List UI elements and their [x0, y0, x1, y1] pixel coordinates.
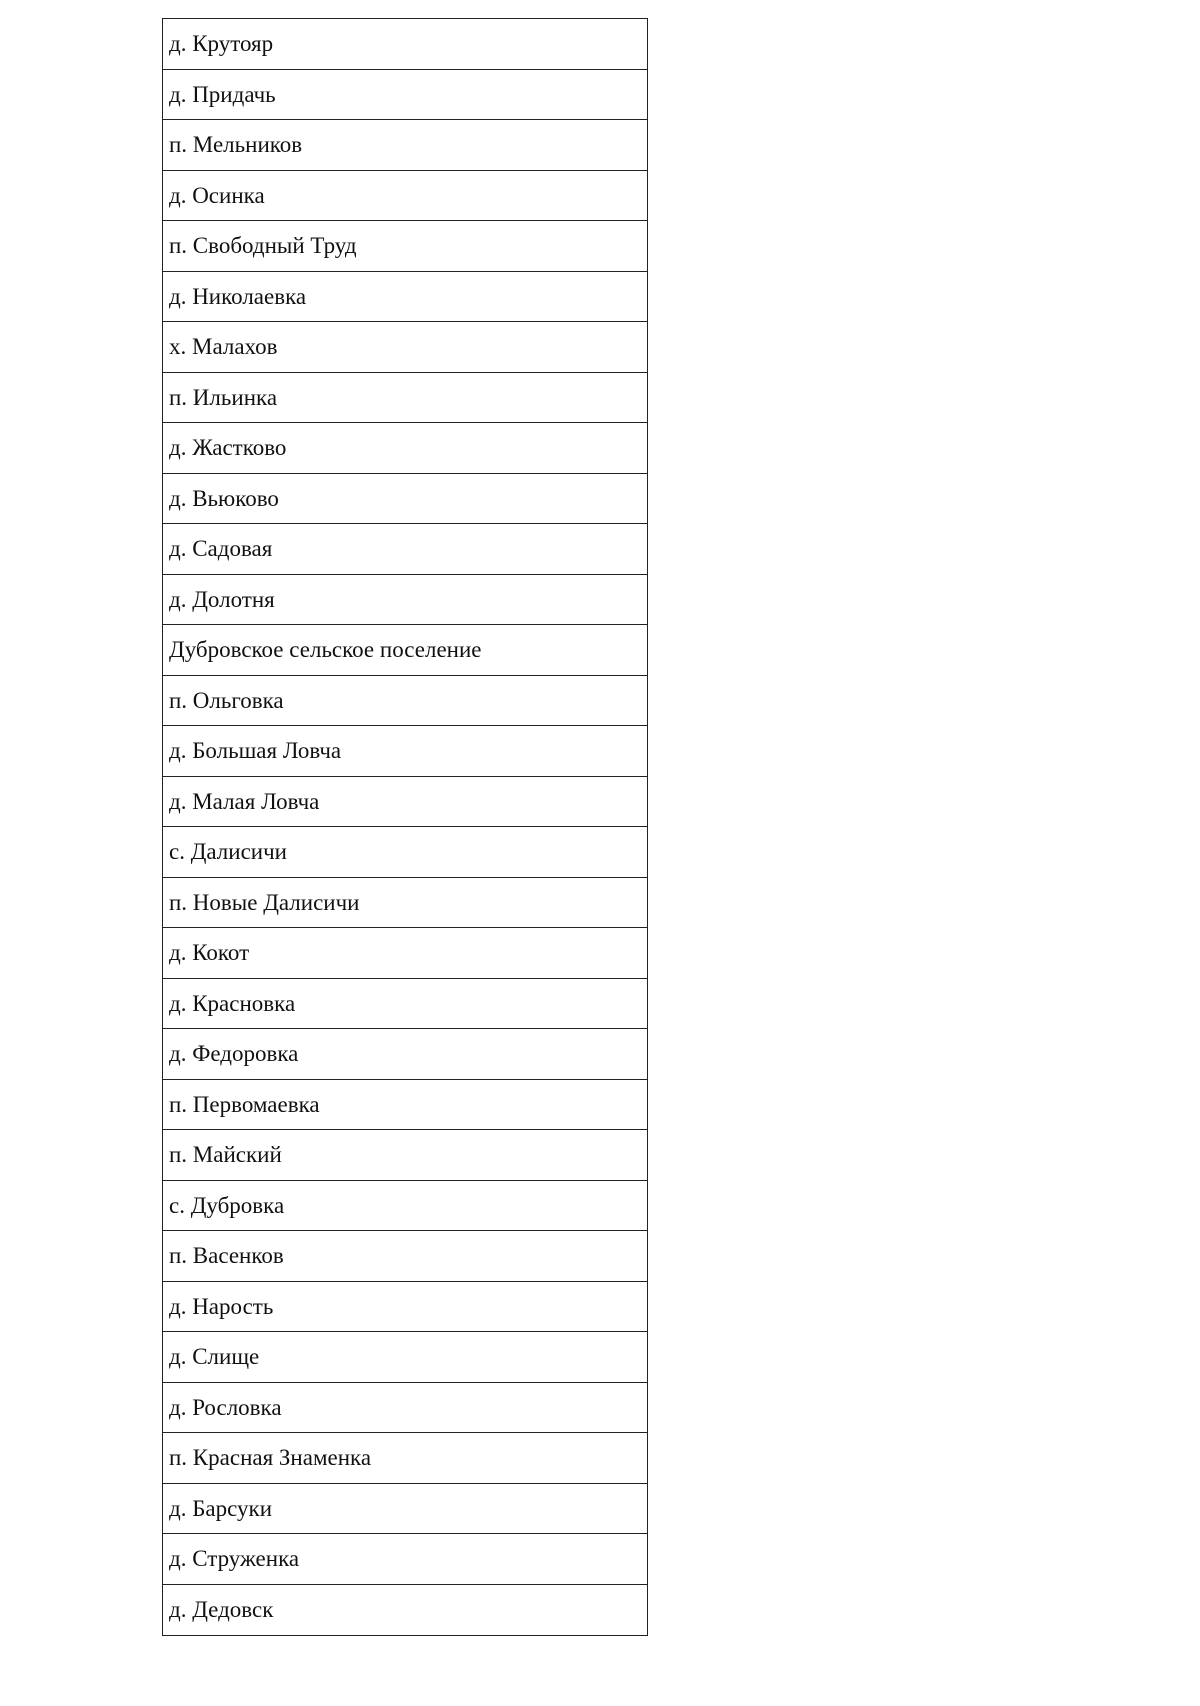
table-row: д. Долотня: [163, 575, 647, 626]
settlements-table: [162, 18, 648, 1636]
table-row: х. Малахов: [163, 322, 647, 373]
table-row: д. Нарость: [163, 1282, 647, 1333]
table-row: д. Слище: [163, 1332, 647, 1383]
table-row: д. Красновка: [163, 979, 647, 1030]
table-row: п. Васенков: [163, 1231, 647, 1282]
table-row: д. Кокот: [163, 928, 647, 979]
table-row: д. Крутояр: [163, 19, 647, 70]
table-row: п. Новые Далисичи: [163, 878, 647, 929]
table-row: п. Первомаевка: [163, 1080, 647, 1131]
table-row: Дубровское сельское поселение: [163, 625, 647, 676]
table-row: д. Жастково: [163, 423, 647, 474]
table-row: д. Вьюково: [163, 474, 647, 525]
table-row: д. Рословка: [163, 1383, 647, 1434]
table-row: д. Барсуки: [163, 1484, 647, 1535]
table-row: д. Большая Ловча: [163, 726, 647, 777]
table-row: п. Ильинка: [163, 373, 647, 424]
table-row: с. Дубровка: [163, 1181, 647, 1232]
table-row: д. Садовая: [163, 524, 647, 575]
table-row: с. Далисичи: [163, 827, 647, 878]
table-row: д. Струженка: [163, 1534, 647, 1585]
table-row: п. Свободный Труд: [163, 221, 647, 272]
table-row: д. Федоровка: [163, 1029, 647, 1080]
table-row: д. Николаевка: [163, 272, 647, 323]
table-row: п. Ольговка: [163, 676, 647, 727]
table-row: д. Осинка: [163, 171, 647, 222]
table-row: п. Мельников: [163, 120, 647, 171]
table-row: д. Дедовск: [169, 1597, 274, 1623]
table-row: п. Красная Знаменка: [163, 1433, 647, 1484]
table-row: д. Малая Ловча: [163, 777, 647, 828]
table-row: п. Майский: [163, 1130, 647, 1181]
table-row: д. Придачь: [163, 70, 647, 121]
